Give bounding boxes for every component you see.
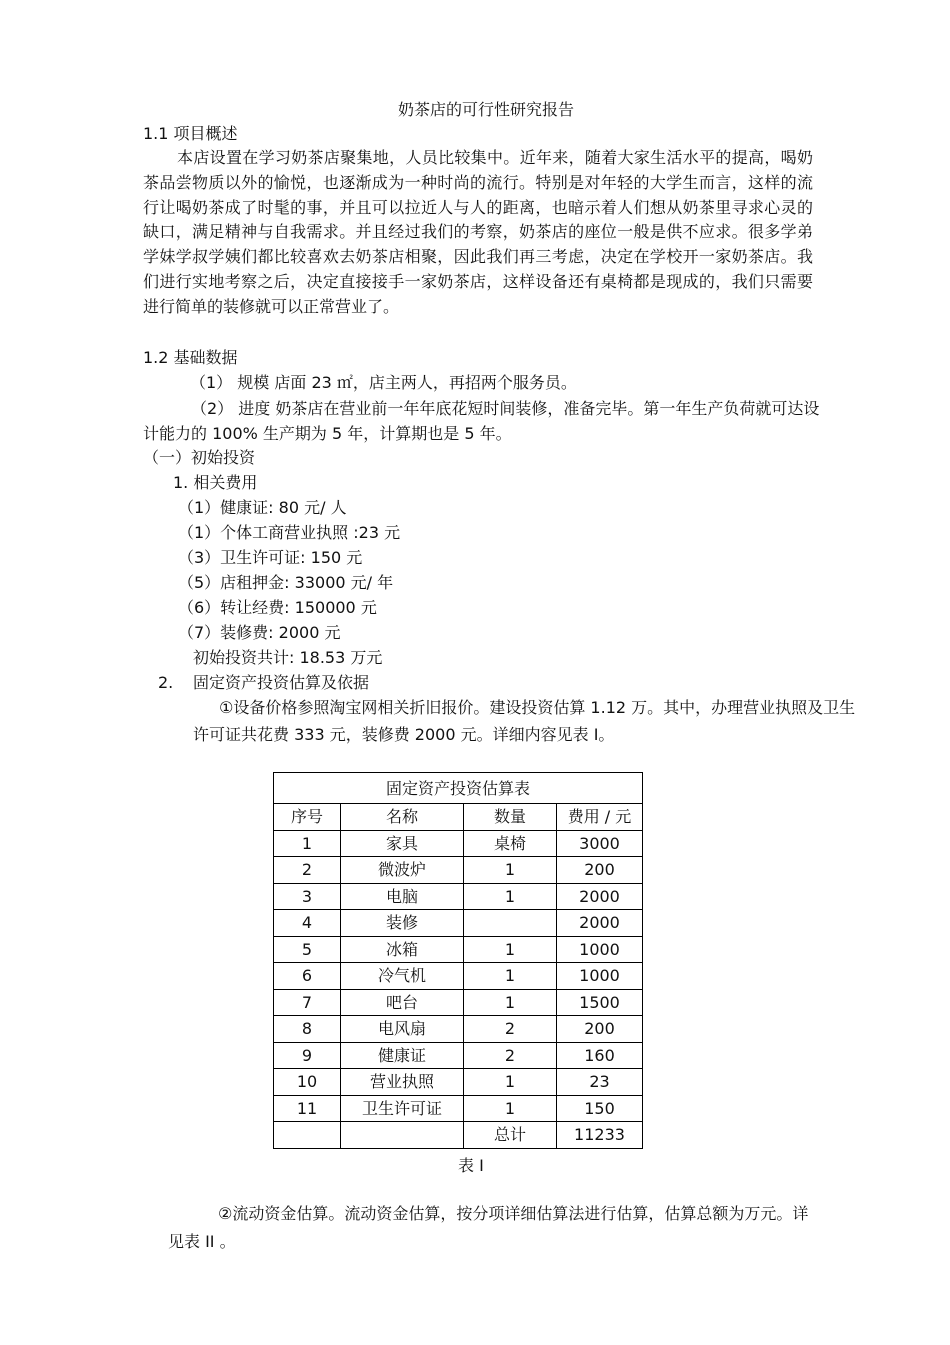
fixed-asset-heading: 固定资产投资估算及依据 [193, 673, 370, 692]
table-total-row [274, 1122, 643, 1149]
column-header: 费用 / 元 [557, 804, 643, 831]
related-fees-heading: 1. 相关费用 [173, 473, 258, 492]
table-cell: 3 [274, 883, 341, 910]
table-cell: 1000 [557, 963, 643, 990]
table-row [274, 1095, 643, 1122]
fee-item: （1）个体工商营业执照 :23 元 [178, 523, 401, 542]
table-cell: 1 [464, 936, 557, 963]
table-cell: 1500 [557, 989, 643, 1016]
table-cell: 卫生许可证 [341, 1095, 464, 1122]
table-cell: 1000 [557, 936, 643, 963]
table-cell: 23 [557, 1069, 643, 1096]
table-cell: 总计 [464, 1122, 557, 1149]
section-heading-overview: 1.1 项目概述 [143, 124, 238, 143]
table-cell: 健康证 [341, 1042, 464, 1069]
fee-item: （7）装修费: 2000 元 [178, 623, 341, 642]
table-cell: 1 [464, 963, 557, 990]
table-cell: 200 [557, 857, 643, 884]
table-caption: 固定资产投资估算表 [274, 773, 643, 804]
table-cell: 6 [274, 963, 341, 990]
table-cell: 11 [274, 1095, 341, 1122]
table-cell: 11233 [557, 1122, 643, 1149]
column-header: 数量 [464, 804, 557, 831]
table-cell: 吧台 [341, 989, 464, 1016]
table-cell: 1 [464, 1095, 557, 1122]
table-cell: 10 [274, 1069, 341, 1096]
table-cell: 家具 [341, 830, 464, 857]
table-row [274, 883, 643, 910]
table-cell: 1 [464, 883, 557, 910]
table-row [274, 1016, 643, 1043]
table-row [274, 857, 643, 884]
initial-investment-total: 初始投资共计: 18.53 万元 [193, 648, 383, 667]
table-cell [274, 1122, 341, 1149]
table-cell: 150 [557, 1095, 643, 1122]
table-cell: 3000 [557, 830, 643, 857]
table-row [274, 989, 643, 1016]
table-cell: 5 [274, 936, 341, 963]
table-cell: 1 [464, 857, 557, 884]
table-cell: 2 [464, 1016, 557, 1043]
fee-item: （6）转让经费: 150000 元 [178, 598, 377, 617]
table-cell: 冰箱 [341, 936, 464, 963]
table-cell [341, 1122, 464, 1149]
table-header-row [274, 804, 643, 831]
fee-item: （5）店租押金: 33000 元/ 年 [178, 573, 394, 592]
table-row [274, 963, 643, 990]
table-cell: 160 [557, 1042, 643, 1069]
table-row [274, 1069, 643, 1096]
table-row [274, 936, 643, 963]
table-cell [464, 910, 557, 937]
table-cell: 4 [274, 910, 341, 937]
table-cell: 桌椅 [464, 830, 557, 857]
table-cell: 1 [464, 1069, 557, 1096]
fixed-asset-paragraph: ①设备价格参照淘宝网相关折旧报价。建设投资估算 1.12 万。其中，办理营业执照及卫生许可证共花费 333 元，装修费 2000 元。详细内容见表 I。 [193, 698, 856, 744]
table-cell: 1 [464, 989, 557, 1016]
fixed-asset-heading-number: 2. [158, 673, 174, 692]
table-cell: 8 [274, 1016, 341, 1043]
progress-paragraph: （2） 进度 奶茶店在营业前一年年底花短时间装修，准备完毕。第一年生产负荷就可达设计能力的 100% 生产期为 5 年，计算期也是 5 年。 [143, 399, 820, 443]
table-note: 表 I [458, 1156, 484, 1175]
fee-item: （3）卫生许可证: 150 元 [178, 548, 363, 567]
table-cell: 7 [274, 989, 341, 1016]
initial-investment-heading: （一）初始投资 [143, 448, 256, 467]
table-cell: 电风扇 [341, 1016, 464, 1043]
column-header: 名称 [341, 804, 464, 831]
table-cell: 2 [274, 857, 341, 884]
table-cell: 1 [274, 830, 341, 857]
table-cell: 200 [557, 1016, 643, 1043]
table-row [274, 830, 643, 857]
section-heading-basic-data: 1.2 基础数据 [143, 348, 238, 367]
table-cell: 冷气机 [341, 963, 464, 990]
table-cell: 2000 [557, 910, 643, 937]
table-cell: 装修 [341, 910, 464, 937]
table-cell: 2000 [557, 883, 643, 910]
column-header: 序号 [274, 804, 341, 831]
table-cell: 9 [274, 1042, 341, 1069]
table-cell: 微波炉 [341, 857, 464, 884]
table-cell: 2 [464, 1042, 557, 1069]
fixed-asset-table [273, 772, 643, 1149]
table-row [274, 910, 643, 937]
fee-item: （1）健康证: 80 元/ 人 [178, 498, 347, 517]
table-cell: 电脑 [341, 883, 464, 910]
table-row [274, 1042, 643, 1069]
document-title: 奶茶店的可行性研究报告 [398, 100, 575, 119]
liquid-capital-paragraph: ②流动资金估算。流动资金估算，按分项详细估算法进行估算，估算总额为万元。详见表 II 。 [168, 1204, 809, 1251]
scale-line: （1） 规模 店面 23 ㎡，店主两人，再招两个服务员。 [190, 373, 577, 392]
overview-paragraph: 本店设置在学习奶茶店聚集地，人员比较集中。近年来，随着大家生活水平的提高，喝奶茶品尝物质以外的愉悦，也逐渐成为一种时尚的流行。特别是对年轻的大学生而言，这样的流行让喝奶茶成了时髦的事，并且可以拉近人与人的距离，也暗示着人们想从奶茶里寻求心灵的缺口，满足精神与自我需求。并且经过我们的考察，奶茶店的座位一般是供不应求。很多学弟学妹学叔学姨们都比较喜欢去奶茶店相聚，因此我们再三考虑，决定在学校开一家奶茶店。我们进行实地考察之后，决定直接接手一家奶茶店，这样设备还有桌椅都是现成的，我们只需要进行简单的装修就可以正常营业了。 [143, 148, 813, 316]
table-cell: 营业执照 [341, 1069, 464, 1096]
